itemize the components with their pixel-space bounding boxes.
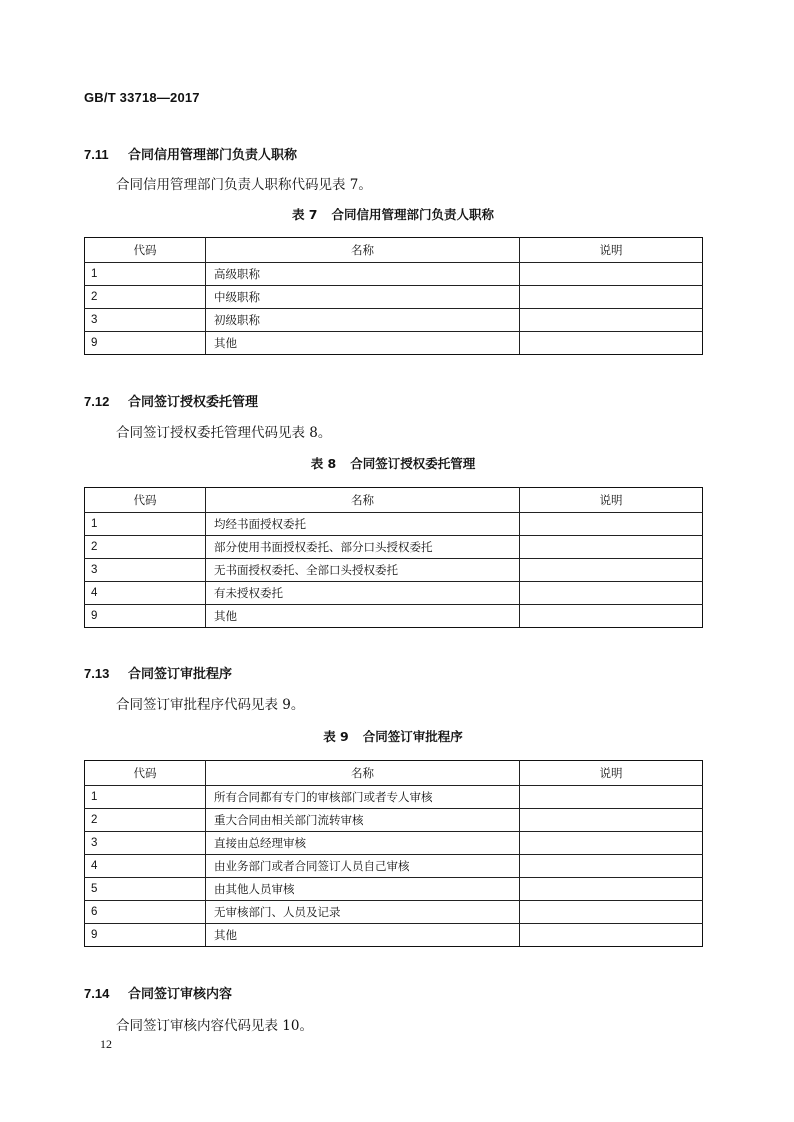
table-caption: 合同签订审批程序 — [362, 729, 463, 744]
table-label: 表 7 — [291, 207, 318, 222]
column-header-name: 名称 — [206, 238, 520, 263]
table-label: 表 8 — [310, 456, 337, 471]
cell-note — [520, 536, 703, 559]
page-number: 12 — [100, 1037, 112, 1051]
cell-code: 9 — [85, 605, 206, 628]
section-title: 合同信用管理部门负责人职称 — [128, 148, 298, 163]
cell-code: 1 — [85, 263, 206, 286]
cell-note — [520, 513, 703, 536]
table-8 — [84, 487, 703, 628]
cell-name: 中级职称 — [206, 286, 520, 309]
table-header-row — [85, 761, 703, 786]
cell-name: 重大合同由相关部门流转审核 — [206, 809, 520, 832]
cell-note — [520, 582, 703, 605]
cell-name: 无审核部门、人员及记录 — [206, 901, 520, 924]
section-title: 合同签订授权委托管理 — [128, 395, 259, 410]
cell-note — [520, 605, 703, 628]
cell-name: 其他 — [206, 605, 520, 628]
section-number: 7.12 — [84, 394, 110, 409]
cell-code: 6 — [85, 901, 206, 924]
table-row — [85, 809, 703, 832]
cell-note — [520, 332, 703, 355]
cell-note — [520, 832, 703, 855]
cell-code: 3 — [85, 559, 206, 582]
cell-note — [520, 263, 703, 286]
section-text-7-12: 合同签订授权委托管理代码见表 8。 — [116, 425, 332, 441]
section-text-7-11: 合同信用管理部门负责人职称代码见表 7。 — [116, 177, 372, 193]
cell-code: 2 — [85, 286, 206, 309]
table-row — [85, 332, 703, 355]
cell-name: 高级职称 — [206, 263, 520, 286]
cell-name: 其他 — [206, 332, 520, 355]
cell-name: 均经书面授权委托 — [206, 513, 520, 536]
section-title: 合同签订审批程序 — [128, 667, 233, 682]
table-caption: 合同签订授权委托管理 — [350, 456, 476, 471]
table-title-7 — [84, 205, 702, 223]
cell-code: 4 — [85, 582, 206, 605]
column-header-name: 名称 — [206, 488, 520, 513]
cell-note — [520, 924, 703, 947]
table-7 — [84, 237, 703, 355]
cell-name: 所有合同都有专门的审核部门或者专人审核 — [206, 786, 520, 809]
cell-code: 4 — [85, 855, 206, 878]
cell-note — [520, 855, 703, 878]
table-row — [85, 901, 703, 924]
section-number: 7.11 — [84, 147, 109, 162]
cell-note — [520, 809, 703, 832]
cell-code: 1 — [85, 786, 206, 809]
table-row — [85, 924, 703, 947]
column-header-code: 代码 — [85, 488, 206, 513]
table-row — [85, 855, 703, 878]
table-row — [85, 286, 703, 309]
cell-name: 由业务部门或者合同签订人员自己审核 — [206, 855, 520, 878]
section-number: 7.13 — [84, 666, 110, 681]
cell-note — [520, 559, 703, 582]
cell-code: 5 — [85, 878, 206, 901]
section-title: 合同签订审核内容 — [128, 987, 233, 1002]
table-title-9 — [84, 727, 702, 745]
table-row — [85, 786, 703, 809]
cell-note — [520, 286, 703, 309]
table-row — [85, 513, 703, 536]
cell-code: 3 — [85, 309, 206, 332]
column-header-note: 说明 — [520, 488, 703, 513]
table-row — [85, 878, 703, 901]
section-number: 7.14 — [84, 986, 110, 1001]
table-row — [85, 832, 703, 855]
table-row — [85, 309, 703, 332]
section-heading-7-14 — [84, 983, 232, 1002]
cell-name: 部分使用书面授权委托、部分口头授权委托 — [206, 536, 520, 559]
cell-name: 无书面授权委托、全部口头授权委托 — [206, 559, 520, 582]
section-text-7-14: 合同签订审核内容代码见表 10。 — [116, 1018, 313, 1034]
cell-code: 3 — [85, 832, 206, 855]
column-header-code: 代码 — [85, 761, 206, 786]
table-row — [85, 582, 703, 605]
section-text-7-13: 合同签订审批程序代码见表 9。 — [116, 697, 305, 713]
standard-number: GB/T 33718—2017 — [84, 90, 200, 105]
column-header-name: 名称 — [206, 761, 520, 786]
cell-code: 1 — [85, 513, 206, 536]
section-heading-7-13 — [84, 663, 232, 682]
cell-name: 由其他人员审核 — [206, 878, 520, 901]
cell-note — [520, 878, 703, 901]
table-row — [85, 263, 703, 286]
section-heading-7-11 — [84, 144, 297, 163]
cell-name: 有未授权委托 — [206, 582, 520, 605]
cell-name: 其他 — [206, 924, 520, 947]
cell-note — [520, 786, 703, 809]
table-header-row — [85, 488, 703, 513]
table-title-8 — [84, 454, 702, 472]
column-header-note: 说明 — [520, 238, 703, 263]
table-label: 表 9 — [323, 729, 349, 744]
table-row — [85, 536, 703, 559]
table-row — [85, 605, 703, 628]
table-9 — [84, 760, 703, 947]
cell-note — [520, 309, 703, 332]
cell-code: 2 — [85, 536, 206, 559]
column-header-code: 代码 — [85, 238, 206, 263]
cell-name: 直接由总经理审核 — [206, 832, 520, 855]
cell-note — [520, 901, 703, 924]
column-header-note: 说明 — [520, 761, 703, 786]
cell-code: 2 — [85, 809, 206, 832]
table-caption: 合同信用管理部门负责人职称 — [331, 207, 495, 222]
cell-code: 9 — [85, 332, 206, 355]
section-heading-7-12 — [84, 391, 258, 410]
cell-code: 9 — [85, 924, 206, 947]
table-header-row — [85, 238, 703, 263]
cell-name: 初级职称 — [206, 309, 520, 332]
table-row — [85, 559, 703, 582]
